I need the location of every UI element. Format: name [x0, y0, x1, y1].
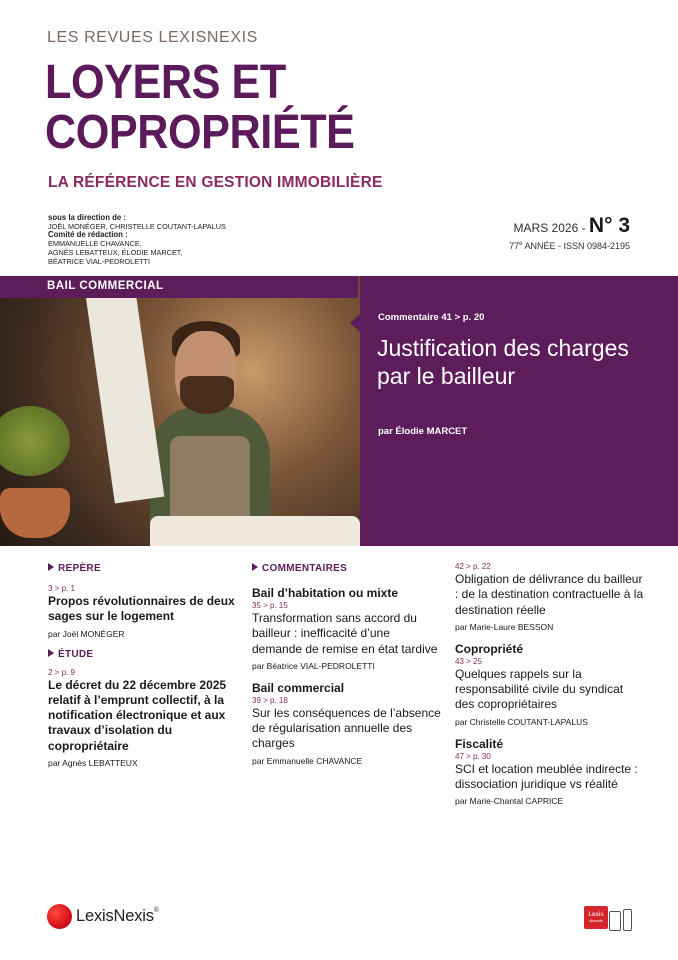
logo-text: LexisNexis: [76, 907, 154, 925]
article-author: par Emmanuelle CHAVANCE: [252, 755, 363, 766]
issue-year-issn: 77e ANNÉE - ISSN 0984-2195: [509, 241, 630, 251]
etude-heading: ÉTUDE: [48, 649, 238, 660]
etude-ref: 2 > p. 9: [48, 667, 75, 677]
direction-names: JOËL MONÉGER, CHRISTELLE COUTANT-LAPALUS: [48, 221, 226, 231]
feature-ref: Commentaire 41 > p. 20: [378, 312, 485, 323]
repere-heading: REPÈRE: [48, 563, 238, 574]
feature-block: [0, 276, 678, 546]
category-copropriete: Copropriété: [455, 641, 524, 656]
article-title[interactable]: Sur les conséquences de l’absence de régularisation annuelle des charges: [252, 705, 441, 751]
issue-date: MARS 2026 -: [513, 221, 586, 235]
article-author: par Marie-Chantal CAPRICE: [455, 796, 564, 807]
article-title[interactable]: SCI et location meublée indirecte : dissociation juridique vs réalité: [455, 761, 638, 792]
article-title[interactable]: Obligation de délivrance du bailleur : de la destination contractuelle à la destination réelle: [455, 572, 644, 617]
series-label: LES REVUES LEXISNEXIS: [47, 29, 258, 46]
article-ref: 42 > p. 22: [455, 562, 491, 571]
cover-photo: [0, 276, 360, 546]
article-author: par Christelle COUTANT-LAPALUS: [455, 716, 588, 727]
triangle-icon: [48, 649, 54, 657]
lexis-badge-icon: Lexis Abonnés: [584, 906, 608, 929]
column-commentaires: [252, 563, 442, 776]
etude-author: par Agnès LEBATTEUX: [48, 758, 138, 769]
direction-label: sous la direction de :: [48, 213, 126, 222]
article-ref: 35 > p. 15: [252, 601, 288, 610]
tablet-icon: [609, 911, 621, 931]
lexisnexis-logo: LexisNexis®: [47, 904, 159, 929]
feature-headline[interactable]: Justification des charges par le bailleur: [377, 335, 629, 389]
triangle-icon: [48, 563, 54, 571]
triangle-icon: [252, 563, 258, 571]
article-author: par Marie-Laure BESSON: [455, 621, 554, 632]
article-author: par Béatrice VIAL-PEDROLETTI: [252, 660, 375, 671]
issue-info: [509, 214, 630, 251]
magazine-title: [45, 58, 355, 158]
etude-title[interactable]: Le décret du 22 décembre 2025 relatif à l’emprunt collectif, à la notification électronique et aux travaux d’isolation du copropriétaire: [48, 677, 227, 753]
lexisnexis-mark-icon: [47, 904, 72, 929]
committee-line-2: AGNÈS LEBATTEUX, ÉLODIE MARCET,: [48, 247, 183, 257]
repere-author: par Joël MONÉGER: [48, 628, 125, 639]
feature-panel[interactable]: [360, 276, 678, 546]
title-line-2: COPROPRIÉTÉ: [45, 106, 355, 159]
repere-ref: 3 > p. 1: [48, 584, 75, 593]
article-ref: 39 > p. 18: [252, 695, 288, 705]
column-repere-etude: [48, 563, 238, 778]
repere-title[interactable]: Propos révolutionnaires de deux sages sur le logement: [48, 594, 235, 624]
issue-number: N° 3: [588, 214, 630, 237]
feature-author: par Élodie MARCET: [378, 426, 468, 437]
category-bail-commercial: Bail commercial: [252, 680, 345, 695]
article-ref: 43 > 25: [455, 656, 482, 666]
category-bail-habitation: Bail d’habitation ou mixte: [252, 586, 399, 600]
category-fiscalite: Fiscalité: [455, 736, 504, 751]
committee-line-1: EMMANUELLE CHAVANCE,: [48, 239, 142, 249]
title-line-1: LOYERS ET: [45, 56, 286, 109]
phone-icon: [623, 909, 632, 931]
column-commentaires-cont: [455, 562, 645, 816]
section-tab: BAIL COMMERCIAL: [0, 276, 358, 298]
editorial-direction: [48, 214, 226, 266]
article-title[interactable]: Quelques rappels sur la responsabilité civile du syndicat des copropriétaires: [455, 666, 624, 712]
committee-label: Comité de rédaction :: [48, 230, 128, 240]
committee-line-3: BÉATRICE VIAL-PEDROLETTI: [48, 256, 151, 266]
commentaires-heading: COMMENTAIRES: [252, 563, 442, 574]
magazine-subtitle: LA RÉFÉRENCE EN GESTION IMMOBILIÈRE: [48, 174, 383, 191]
article-ref: 47 > p. 30: [455, 751, 491, 761]
article-title[interactable]: Transformation sans accord du bailleur : inefficacité d’une demande de remise en état tardive: [252, 611, 438, 656]
